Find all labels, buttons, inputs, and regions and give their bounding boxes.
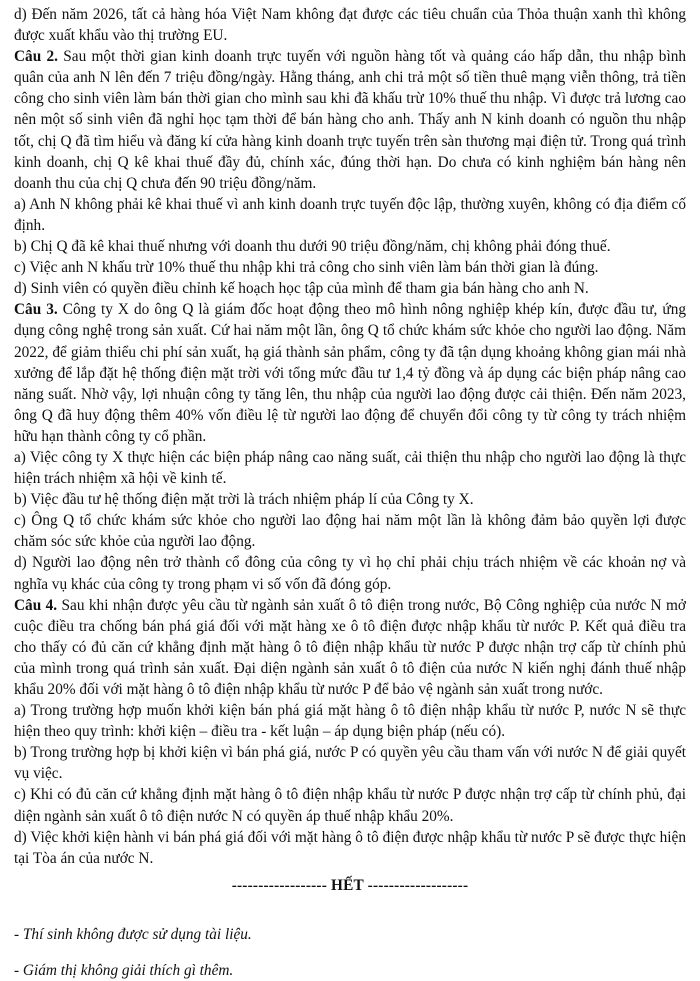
- cau2-option-b: b) Chị Q đã kê khai thuế nhưng với doanh thu dưới 90 triệu đồng/năm, chị không phải đóng thuế.: [14, 238, 611, 256]
- cau2-option-d: d) Sinh viên có quyền điều chỉnh kế hoạch học tập của mình để tham gia bán hàng cho anh N.: [14, 280, 589, 298]
- cau3-option-a: a) Việc công ty X thực hiện các biện pháp nâng cao năng suất, cải thiện thu nhập cho người lao động là thực hiện trách nhiệm xã hội về kinh tế.: [14, 448, 686, 488]
- cau3-option-b: b) Việc đầu tư hệ thống điện mặt trời là trách nhiệm pháp lí của Công ty X.: [14, 491, 474, 509]
- exam-notes: [14, 924, 686, 981]
- cau1-option-d: d) Đến năm 2026, tất cả hàng hóa Việt Nam không đạt được các tiêu chuẩn của Thỏa thuận xanh thì không được xuất khẩu vào thị trường EU.: [14, 6, 686, 45]
- note-no-materials: - Thí sinh không được sử dụng tài liệu.: [14, 925, 252, 943]
- cau4-stem: [14, 595, 686, 700]
- cau3-text: Công ty X do ông Q là giám đốc hoạt động theo mô hình nông nghiệp khép kín, được đầu tư, ứng dụng công nghệ trong sản xuất. Cứ hai năm một lần, ông Q tổ chức khám sức khỏe cho người lao động. Năm 2022, để giảm thiểu chi phí sản xuất, hạ giá thành sản phẩm, công ty đã tận dụng khoảng không gian mái nhà xưởng để lắp đặt hệ thống điện mặt trời với tổng mức đầu tư 1,4 tỷ đồng và áp dụng các biện pháp nâng cao năng suất. Nhờ vậy, lợi nhuận công ty tăng lên, thu nhập của người lao động được cải thiện. Đến năm 2023, ông Q đã huy động thêm 40% vốn điều lệ từ người lao động để chuyển đổi công ty từ công ty trách nhiệm hữu hạn thành công ty cổ phần.: [14, 301, 687, 445]
- cau3-option-c: c) Ông Q tổ chức khám sức khỏe cho người lao động hai năm một lần là không đảm bảo quyền lợi được chăm sóc sức khỏe của người lao động.: [14, 512, 686, 551]
- cau2-option-c: c) Việc anh N khấu trừ 10% thuế thu nhập khi trả công cho sinh viên làm bán thời gian là đúng.: [14, 259, 599, 277]
- cau4-option-c: c) Khi có đủ căn cứ khẳng định mặt hàng ô tô điện nhập khẩu từ nước P được nhận trợ cấp từ chính phủ, đại diện ngành sản xuất ô tô điện nước N có quyền áp thuế nhập khẩu 20%.: [14, 786, 686, 825]
- cau4-option-a: a) Trong trường hợp muốn khởi kiện bán phá giá mặt hàng ô tô điện nhập khẩu từ nước P, nước N sẽ thực hiện theo quy trình: khởi kiện – điều tra - kết luận – áp dụng biện pháp (nếu có).: [14, 702, 686, 741]
- cau4-label: Câu 4.: [14, 596, 58, 614]
- cau2-stem: [14, 46, 686, 194]
- cau2-label: Câu 2.: [14, 48, 58, 66]
- cau2-option-a: a) Anh N không phải kê khai thuế vì anh kinh doanh trực tuyến độc lập, thường xuyên, không có địa điểm cố định.: [14, 195, 686, 234]
- note-no-explanation: - Giám thị không giải thích gì thêm.: [14, 962, 234, 980]
- cau3-option-d: d) Người lao động nên trở thành cổ đông của công ty vì họ chỉ phải chịu trách nhiệm về các khoản nợ và nghĩa vụ khác của công ty trong phạm vi số vốn đã đóng góp.: [14, 554, 686, 593]
- cau3-label: Câu 3.: [14, 301, 58, 319]
- cau4-option-b: b) Trong trường hợp bị khởi kiện vì bán phá giá, nước P có quyền yêu cầu tham vấn với nước N để giải quyết vụ việc.: [14, 744, 686, 783]
- end-marker: ------------------ HẾT -------------------: [231, 876, 469, 894]
- cau4-text: Sau khi nhận được yêu cầu từ ngành sản xuất ô tô điện trong nước, Bộ Công nghiệp của nước N mở cuộc điều tra chống bán phá giá đối với mặt hàng xe ô tô điện được nhập khẩu từ nước P. Kết quả điều tra cho thấy có đủ căn cứ khẳng định mặt hàng ô tô điện nhập khẩu từ nước P được nhận trợ cấp từ chính phủ của mình trong quá trình sản xuất. Đại diện ngành sản xuất ô tô điện của nước N kiến nghị đánh thuế nhập khẩu 20% đối với mặt hàng ô tô điện nhập khẩu từ nước P để bảo vệ ngành sản xuất trong nước.: [14, 596, 687, 698]
- cau4-option-d: d) Việc khởi kiện hành vi bán phá giá đối với mặt hàng ô tô điện được nhập khẩu từ nước P sẽ được thực hiện tại Tòa án của nước N.: [14, 828, 686, 867]
- cau2-text: Sau một thời gian kinh doanh trực tuyến với nguồn hàng tốt và quảng cáo hấp dẫn, thu nhập bình quân của anh N lên đến 7 triệu đồng/ngày. Hằng tháng, anh chi trả một số tiền thuê mạng viễn thông, trả tiền công cho sinh viên làm bán thời gian cho mình sau khi đã khấu trừ 10% thuế thu nhập. Vì được trả lương cao nên một số sinh viên đã nghỉ học tạm thời để bán hàng cho anh. Thấy anh N kinh doanh có nguồn thu nhập tốt, chị Q đã tìm hiểu và đăng kí cửa hàng kinh doanh trực tuyến trên sàn thương mại điện tử. Trong quá trình kinh doanh, chị Q kê khai thuế đầy đủ, chính xác, đúng thời hạn. Do chưa có kinh nghiệm bán hàng nên doanh thu của chị Q chưa đến 90 triệu đồng/năm.: [14, 48, 686, 192]
- cau3-stem: [14, 299, 686, 447]
